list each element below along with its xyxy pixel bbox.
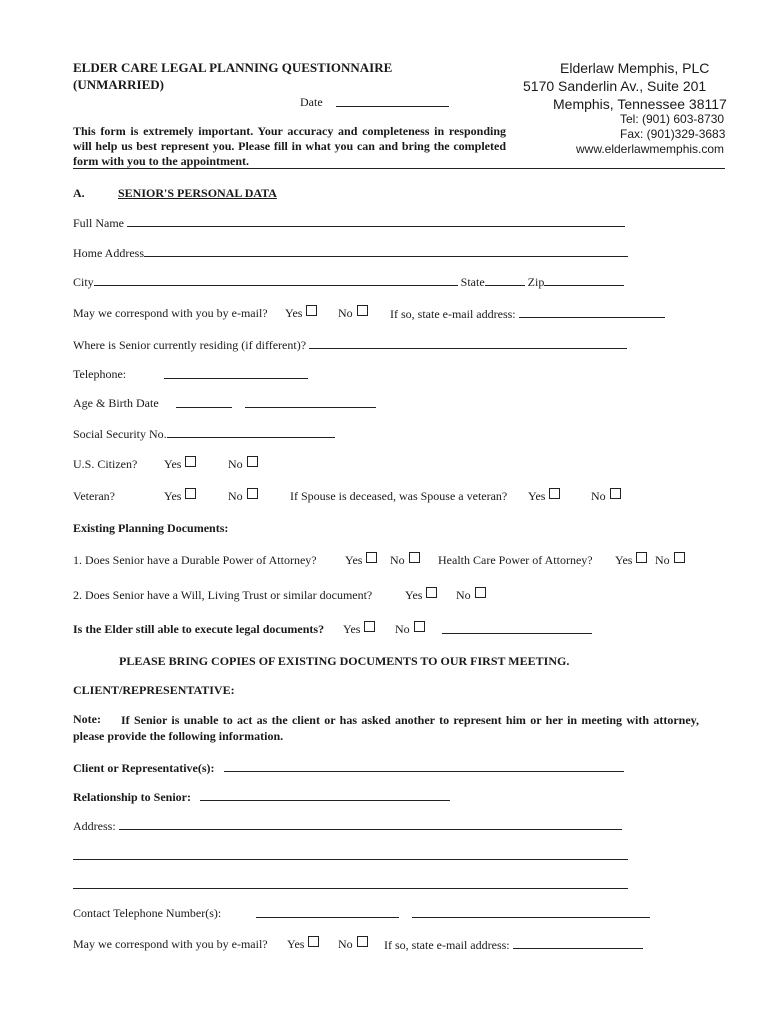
- veteran-yes-option: Yes: [164, 489, 196, 504]
- email-yes-checkbox[interactable]: [306, 305, 317, 316]
- contact-phone-field-1[interactable]: [256, 906, 399, 922]
- residing-row: [73, 337, 627, 353]
- ssn-label: Social Security No.: [73, 427, 167, 441]
- dpoa-no-option: No: [390, 553, 420, 568]
- execute-question: Is the Elder still able to execute legal documents?: [73, 622, 325, 636]
- section-letter: A.: [73, 186, 85, 200]
- city-row: [73, 274, 624, 290]
- dpoa-yes-option: Yes: [345, 553, 377, 568]
- telephone-label: Telephone:: [73, 367, 127, 381]
- client-heading: CLIENT/REPRESENTATIVE:: [73, 683, 235, 697]
- dpoa-question: 1. Does Senior have a Durable Power of Attorney?: [73, 553, 317, 567]
- state-label: State: [460, 275, 485, 289]
- relationship-field[interactable]: [200, 789, 450, 801]
- citizen-yes-option: Yes: [164, 457, 196, 472]
- firm-address-line2: Memphis, Tennessee 38117: [553, 96, 727, 112]
- city-field[interactable]: [94, 274, 458, 286]
- telephone-field[interactable]: [164, 367, 308, 383]
- veteran-no-option: No: [228, 489, 258, 504]
- email-question: May we correspond with you by e-mail?: [73, 306, 268, 320]
- spouse-veteran-yes-option: Yes: [528, 489, 560, 504]
- hcpoa-yes-checkbox[interactable]: [636, 552, 647, 563]
- client-address-row: [73, 818, 622, 834]
- client-email-question: May we correspond with you by e-mail?: [73, 937, 268, 951]
- full-name-label: Full Name: [73, 216, 124, 230]
- date-label: Date: [300, 95, 323, 109]
- email-no-checkbox[interactable]: [357, 305, 368, 316]
- header-divider: [73, 168, 725, 169]
- email-no-option: No: [338, 306, 368, 321]
- hcpoa-yes-option: Yes: [615, 553, 647, 568]
- ssn-row: [73, 426, 335, 442]
- residing-field[interactable]: [309, 337, 627, 349]
- contact-phone-field-2[interactable]: [412, 906, 650, 922]
- ssn-field[interactable]: [167, 426, 335, 438]
- birth-date-field[interactable]: [245, 396, 376, 412]
- hcpoa-no-option: No: [655, 553, 685, 568]
- note-label: Note:: [73, 712, 101, 726]
- client-email-address-label: If so, state e-mail address:: [384, 938, 510, 952]
- hcpoa-question: Health Care Power of Attorney?: [438, 553, 593, 567]
- representative-row: [73, 760, 624, 776]
- execute-yes-checkbox[interactable]: [364, 621, 375, 632]
- email-address-row: [390, 306, 665, 322]
- relationship-label: Relationship to Senior:: [73, 790, 192, 804]
- client-email-address-row: [384, 937, 643, 953]
- will-yes-checkbox[interactable]: [426, 587, 437, 598]
- firm-name: Elderlaw Memphis, PLC: [560, 60, 710, 76]
- client-address-field-3[interactable]: [73, 877, 628, 893]
- email-address-label: If so, state e-mail address:: [390, 307, 516, 321]
- zip-label: Zip: [527, 275, 545, 289]
- representative-field[interactable]: [224, 760, 624, 772]
- city-label: City: [73, 275, 94, 289]
- planning-heading: Existing Planning Documents:: [73, 521, 229, 535]
- citizen-no-checkbox[interactable]: [247, 456, 258, 467]
- will-no-checkbox[interactable]: [475, 587, 486, 598]
- veteran-no-checkbox[interactable]: [247, 488, 258, 499]
- will-question: 2. Does Senior have a Will, Living Trust or similar document?: [73, 588, 373, 602]
- representative-label: Client or Representative(s):: [73, 761, 215, 775]
- client-address-field-1[interactable]: [119, 818, 622, 830]
- citizen-yes-checkbox[interactable]: [185, 456, 196, 467]
- contact-phone-label: Contact Telephone Number(s):: [73, 906, 222, 920]
- veteran-label: Veteran?: [73, 489, 115, 503]
- firm-address-line1: 5170 Sanderlin Av., Suite 201: [523, 78, 707, 94]
- execute-notes-field[interactable]: [442, 622, 592, 638]
- form-title: ELDER CARE LEGAL PLANNING QUESTIONNAIRE: [73, 60, 393, 75]
- full-name-row: [73, 215, 625, 231]
- state-field[interactable]: [485, 274, 525, 286]
- relationship-row: [73, 789, 450, 805]
- home-address-field[interactable]: [144, 245, 628, 257]
- client-address-field-2[interactable]: [73, 848, 628, 864]
- firm-fax: Fax: (901)329-3683: [620, 127, 726, 141]
- execute-yes-option: Yes: [343, 622, 375, 637]
- section-title: SENIOR'S PERSONAL DATA: [118, 186, 277, 200]
- firm-telephone: Tel: (901) 603-8730: [620, 112, 725, 126]
- email-address-field[interactable]: [519, 306, 665, 318]
- home-address-row: [73, 245, 628, 261]
- spouse-veteran-no-option: No: [591, 489, 621, 504]
- home-address-label: Home Address: [73, 246, 144, 260]
- client-email-yes-option: Yes: [287, 937, 319, 952]
- firm-website: www.elderlawmemphis.com: [576, 142, 725, 156]
- intro-text: This form is extremely important. Your accuracy and completeness in responding will help us best represent you. Please fill in what you can and bring the completed form with you to the appointment.: [73, 124, 506, 168]
- will-no-option: No: [456, 588, 486, 603]
- spouse-veteran-no-checkbox[interactable]: [610, 488, 621, 499]
- client-email-address-field[interactable]: [513, 937, 643, 949]
- dpoa-yes-checkbox[interactable]: [366, 552, 377, 563]
- will-yes-option: Yes: [405, 588, 437, 603]
- bring-copies-notice: PLEASE BRING COPIES OF EXISTING DOCUMENTS TO OUR FIRST MEETING.: [119, 654, 570, 668]
- note-text: If Senior is unable to act as the client or has asked another to represent him or her in meeting with attorney, please provide the following information.: [73, 713, 699, 743]
- age-birth-label: Age & Birth Date: [73, 396, 159, 410]
- form-subtitle: (UNMARRIED): [73, 77, 164, 92]
- full-name-field[interactable]: [127, 215, 625, 227]
- veteran-yes-checkbox[interactable]: [185, 488, 196, 499]
- spouse-veteran-yes-checkbox[interactable]: [549, 488, 560, 499]
- client-email-no-checkbox[interactable]: [357, 936, 368, 947]
- dpoa-no-checkbox[interactable]: [409, 552, 420, 563]
- client-email-yes-checkbox[interactable]: [308, 936, 319, 947]
- spouse-veteran-question: If Spouse is deceased, was Spouse a veteran?: [290, 489, 508, 503]
- client-email-no-option: No: [338, 937, 368, 952]
- residing-label: Where is Senior currently residing (if different)?: [73, 338, 307, 352]
- zip-field[interactable]: [544, 274, 624, 286]
- execute-no-checkbox[interactable]: [414, 621, 425, 632]
- execute-no-option: No: [395, 622, 425, 637]
- age-field[interactable]: [176, 396, 232, 412]
- email-yes-option: Yes: [285, 306, 317, 321]
- date-field[interactable]: [336, 95, 449, 111]
- citizen-label: U.S. Citizen?: [73, 457, 138, 471]
- citizen-no-option: No: [228, 457, 258, 472]
- hcpoa-no-checkbox[interactable]: [674, 552, 685, 563]
- client-address-label: Address:: [73, 819, 116, 833]
